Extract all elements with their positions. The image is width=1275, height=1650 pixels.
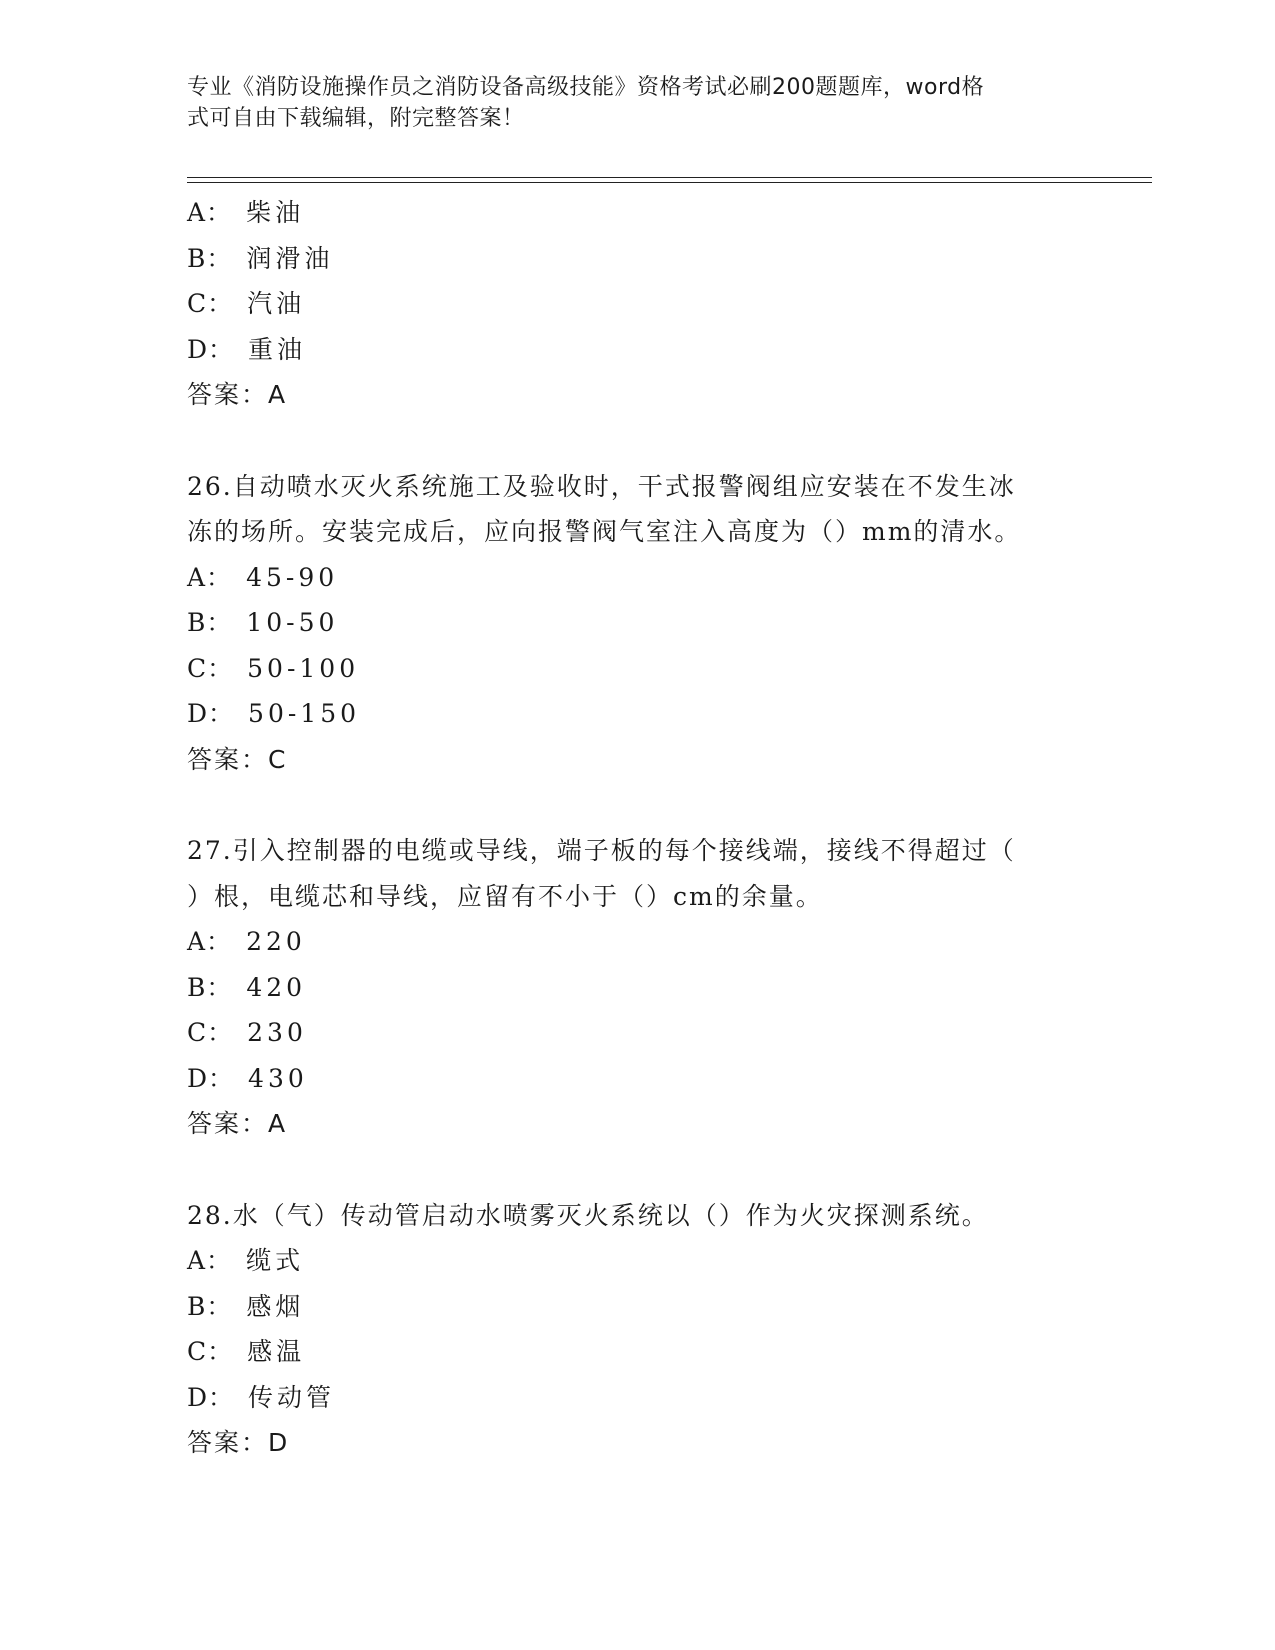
option-text: 传动管 [248,1382,336,1412]
option-text: 220 [246,927,306,956]
header-line-2: 式可自由下载编辑，附完整答案！ [187,106,525,131]
option-b [187,965,1087,1011]
option-text: 430 [248,1063,308,1093]
option-letter: D： [187,334,235,364]
question-28 [187,1193,1087,1466]
option-letter: B： [187,972,233,1002]
option-text: 420 [246,972,307,1002]
option-letter: D： [187,1382,235,1412]
option-letter: A： [187,562,233,592]
spacer [187,1147,1087,1193]
question-text-line-1: 28.水（气）传动管启动水喷雾灭火系统以（）作为火灾探测系统。 [187,1200,989,1230]
option-text: 缆式 [246,1246,305,1275]
option-letter: D： [187,699,235,728]
option-letter: B： [187,608,233,637]
option-text: 汽油 [247,289,306,318]
option-text: 重油 [248,334,307,364]
option-c [187,646,1087,692]
answer-line: 答案：D [187,1428,290,1457]
option-text: 10-50 [246,608,339,637]
option-c [187,1010,1087,1056]
option-letter: D： [187,1063,235,1093]
option-b [187,600,1087,646]
spacer [187,782,1087,828]
header-rule-bottom [187,182,1152,183]
option-c [187,281,1087,327]
option-letter: A： [187,198,233,227]
question-25 [187,190,1087,418]
option-text: 50-100 [247,653,360,683]
question-text-line-1: 26.自动喷水灭火系统施工及验收时，干式报警阀组应安装在不发生冰 [187,471,1016,501]
option-text: 230 [247,1018,307,1047]
question-text-line-2: ）根，电缆芯和导线，应留有不小于（）cm的余量。 [187,881,823,911]
answer-line: 答案：A [187,380,288,409]
option-a [187,919,1087,965]
option-d [187,327,1087,373]
header-rule-top [187,177,1152,178]
option-a [187,1238,1087,1284]
option-letter: B： [187,243,233,273]
document-header [187,72,1067,134]
question-text-line-1: 27.引入控制器的电缆或导线，端子板的每个接线端，接线不得超过（ [187,836,1016,865]
option-text: 柴油 [246,198,305,227]
option-letter: B： [187,1291,233,1321]
question-list [187,190,1087,1466]
option-text: 感温 [247,1337,306,1366]
answer-line: 答案：A [187,1109,288,1138]
option-b [187,1284,1087,1330]
option-letter: C： [187,1018,234,1047]
question-text-line-2: 冻的场所。安装完成后，应向报警阀气室注入高度为（）mm的清水。 [187,517,1022,546]
question-26 [187,464,1087,783]
option-d [187,1056,1087,1102]
option-letter: C： [187,653,234,683]
option-letter: A： [187,1246,233,1275]
option-c [187,1329,1087,1375]
spacer [187,418,1087,464]
option-letter: C： [187,289,234,318]
option-letter: C： [187,1337,234,1366]
option-text: 50-150 [248,699,361,728]
option-text: 感烟 [246,1291,305,1321]
option-text: 45-90 [246,562,339,592]
option-text: 润滑油 [246,243,334,273]
option-d [187,1375,1087,1421]
option-d [187,691,1087,737]
header-line-1: 专业《消防设施操作员之消防设备高级技能》资格考试必刷200题题库，word格 [187,75,985,100]
option-b [187,236,1087,282]
question-27 [187,828,1087,1147]
answer-line: 答案：C [187,744,288,774]
option-a [187,190,1087,236]
option-a [187,555,1087,601]
option-letter: A： [187,927,233,956]
